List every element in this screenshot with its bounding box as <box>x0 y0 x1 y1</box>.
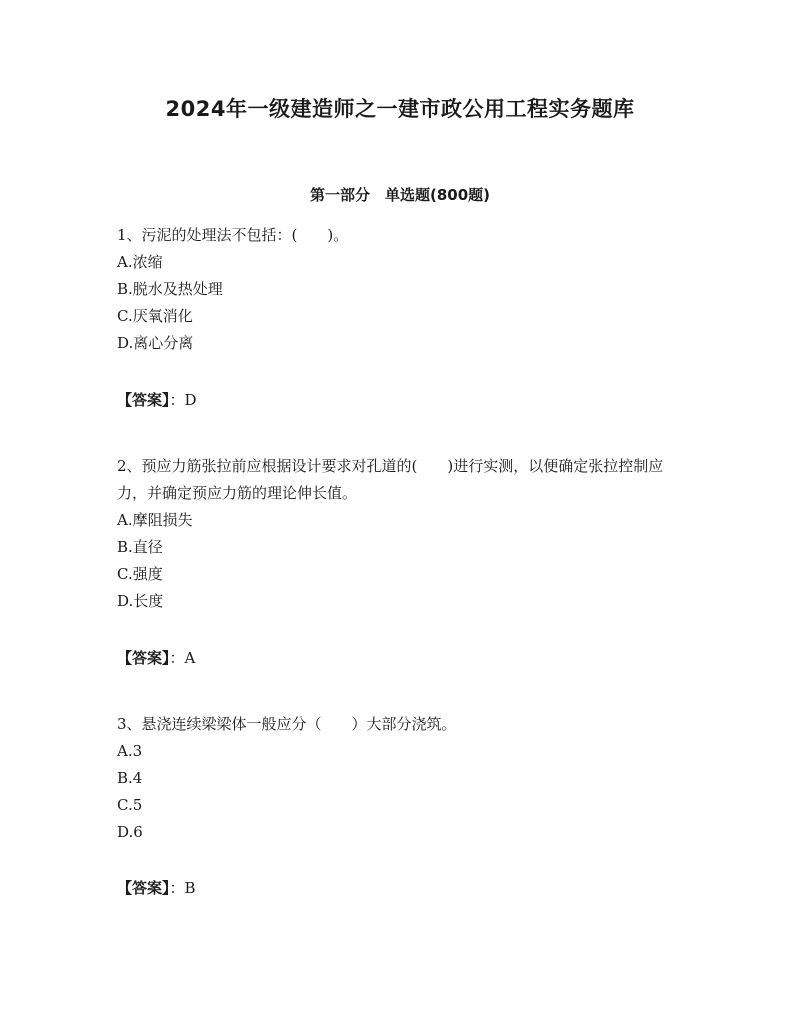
question-3-option-a: A.3 <box>117 742 143 760</box>
question-1-option-a: A.浓缩 <box>117 253 163 271</box>
question-1-option-d: D.离心分离 <box>117 334 194 352</box>
question-3-stem: 3、悬浇连续梁梁体一般应分（ ）大部分浇筑。 <box>117 715 457 733</box>
question-2-option-c: C.强度 <box>117 565 163 583</box>
question-3-option-c: C.5 <box>117 796 143 814</box>
answer-value: B <box>184 879 196 897</box>
question-2-option-b: B.直径 <box>117 538 163 556</box>
answer-label: 【答案】 <box>117 879 170 897</box>
answer-separator: ： <box>169 879 185 897</box>
document-title: 2024年一级建造师之一建市政公用工程实务题库 <box>165 97 635 121</box>
question-1-option-b: B.脱水及热处理 <box>117 280 223 298</box>
answer-value: D <box>184 391 197 409</box>
question-2 <box>117 453 687 615</box>
question-2-option-d: D.长度 <box>117 592 164 610</box>
question-3-option-d: D.6 <box>117 823 143 841</box>
question-3 <box>117 711 687 846</box>
answer-separator: ： <box>169 391 185 409</box>
answer-label: 【答案】 <box>117 391 170 409</box>
question-3-answer <box>117 877 196 899</box>
question-2-option-a: A.摩阻损失 <box>117 511 193 529</box>
question-1-answer <box>117 389 197 411</box>
question-1-stem: 1、污泥的处理法不包括：( )。 <box>117 226 349 244</box>
question-2-answer <box>117 647 195 669</box>
answer-separator: ： <box>169 649 185 667</box>
question-3-option-b: B.4 <box>117 769 143 787</box>
answer-value: A <box>184 649 196 667</box>
question-1-option-c: C.厌氧消化 <box>117 307 193 325</box>
answer-label: 【答案】 <box>117 649 170 667</box>
question-1 <box>117 222 687 357</box>
question-2-stem: 2、预应力筋张拉前应根据设计要求对孔道的( )进行实测，以便确定张拉控制应力，并确定预应力筋的理论伸长值。 <box>117 457 664 502</box>
section-title: 第一部分 单选题(800题) <box>309 186 491 204</box>
